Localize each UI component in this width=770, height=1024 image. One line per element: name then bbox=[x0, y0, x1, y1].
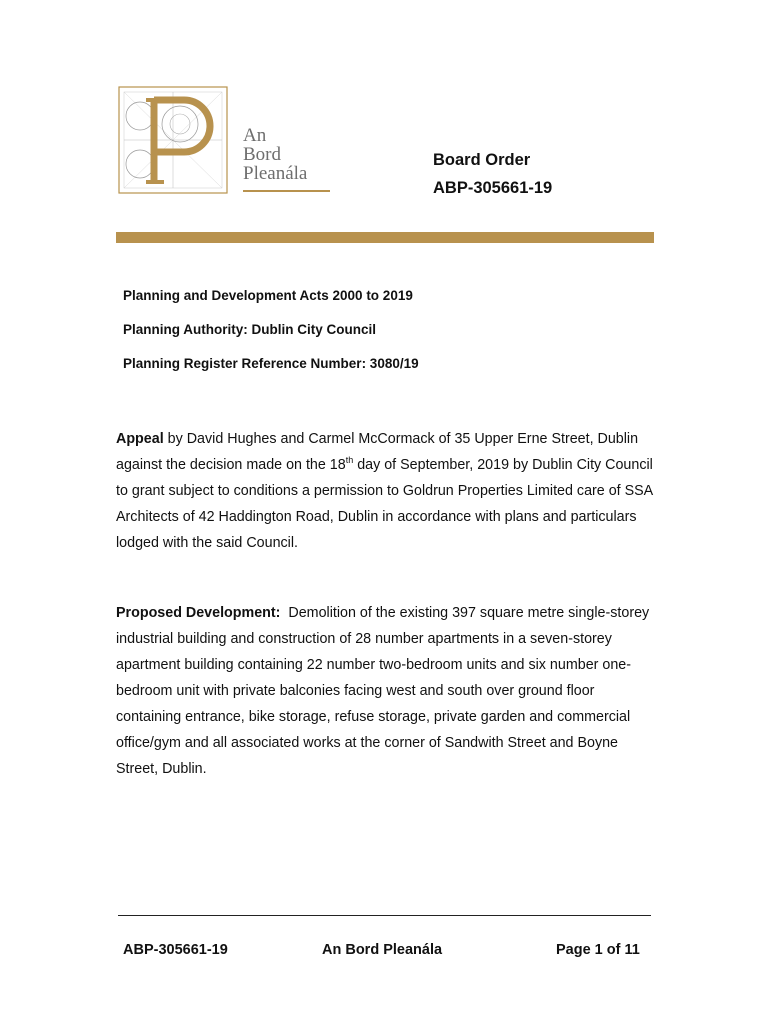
logo-wordmark bbox=[243, 126, 307, 183]
bord-pleanala-monogram-icon bbox=[118, 86, 228, 194]
appeal-ordinal-suffix: th bbox=[345, 455, 354, 466]
planning-authority: Planning Authority: Dublin City Council bbox=[123, 322, 376, 337]
document-reference: ABP-305661-19 bbox=[433, 179, 553, 197]
planning-acts: Planning and Development Acts 2000 to 2019 bbox=[123, 288, 413, 303]
document-title: Board Order bbox=[433, 151, 531, 169]
appeal-label: Appeal bbox=[116, 431, 164, 447]
appeal-paragraph bbox=[116, 426, 661, 556]
footer-page-number: Page 1 of 11 bbox=[556, 942, 640, 958]
header-divider-bar bbox=[116, 232, 654, 243]
appeal-text-1: by David Hughes and Carmel McCormack of 35 Upper Erne Street, Dublin against the decision made on the 18 bbox=[116, 431, 639, 473]
footer-rule bbox=[118, 915, 651, 916]
logo-line-1: An bbox=[243, 125, 267, 146]
planning-metadata bbox=[123, 286, 419, 388]
proposed-development-paragraph bbox=[116, 600, 661, 782]
document-header bbox=[433, 146, 552, 202]
footer-reference: ABP-305661-19 bbox=[123, 942, 228, 958]
appeal-text-2: day of September, 2019 by Dublin City Council to grant subject to conditions a permission to Goldrun Properties Limited care of SSA Architects of 42 Haddington Road, Dublin in accordance with plans and particulars lodged with the said Council. bbox=[116, 457, 653, 551]
logo-line-2: Bord bbox=[243, 144, 281, 165]
planning-register-reference: Planning Register Reference Number: 3080/19 bbox=[123, 356, 419, 371]
footer-organisation: An Bord Pleanála bbox=[322, 942, 443, 958]
logo-line-3: Pleanála bbox=[243, 163, 308, 184]
proposed-development-label: Proposed Development: bbox=[116, 605, 281, 621]
proposed-development-text: Demolition of the existing 397 square metre single-storey industrial building and construction of 28 number apartments in a seven-storey apartment building containing 22 number two-bedroom units and six number one-bedroom unit with private balconies facing west and south over ground floor containing entrance, bike storage, refuse storage, private garden and commercial office/gym and all associated works at the corner of Sandwith Street and Boyne Street, Dublin. bbox=[116, 605, 654, 777]
logo-underline bbox=[243, 190, 330, 192]
